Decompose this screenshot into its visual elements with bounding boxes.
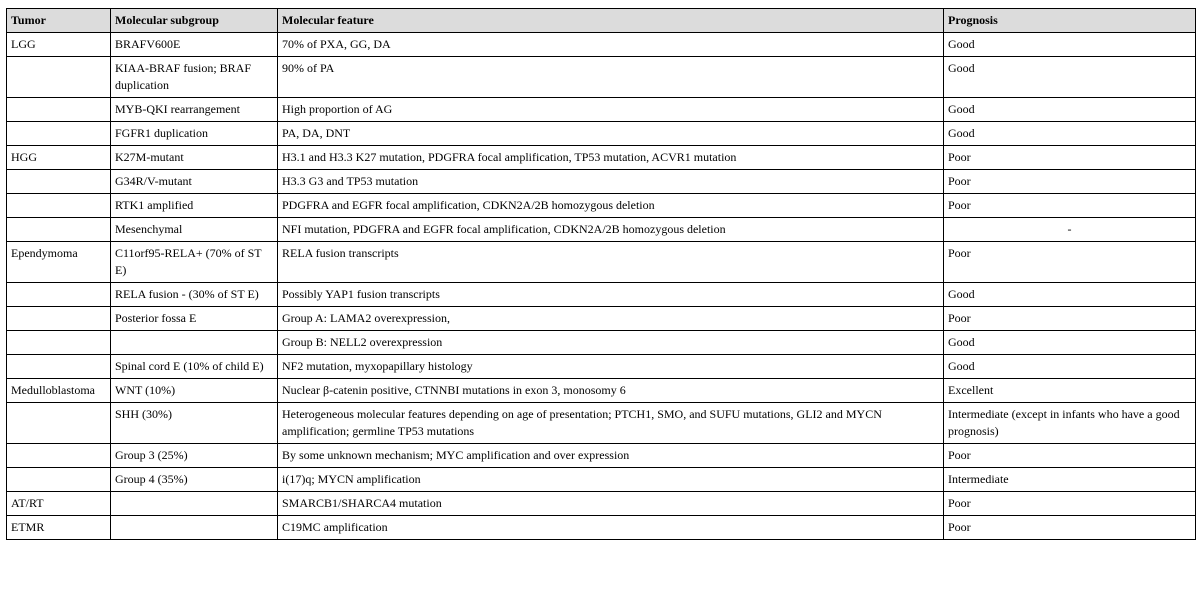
- cell-molecular-subgroup: Group 3 (25%): [111, 444, 278, 468]
- tumor-molecular-table: [6, 8, 1196, 540]
- cell-molecular-subgroup: K27M-mutant: [111, 146, 278, 170]
- cell-molecular-feature: PA, DA, DNT: [278, 122, 944, 146]
- table-row: [7, 516, 1196, 540]
- cell-tumor: AT/RT: [7, 492, 111, 516]
- table-row: [7, 33, 1196, 57]
- cell-molecular-feature: H3.1 and H3.3 K27 mutation, PDGFRA focal amplification, TP53 mutation, ACVR1 mutation: [278, 146, 944, 170]
- table-row: [7, 98, 1196, 122]
- table-row: [7, 57, 1196, 98]
- cell-tumor: [7, 170, 111, 194]
- cell-molecular-feature: i(17)q; MYCN amplification: [278, 468, 944, 492]
- cell-molecular-feature: Heterogeneous molecular features depending on age of presentation; PTCH1, SMO, and SUFU mutations, GLI2 and MYCN amplification; germline TP53 mutations: [278, 403, 944, 444]
- header-prognosis: Prognosis: [944, 9, 1196, 33]
- table-row: [7, 492, 1196, 516]
- cell-tumor: [7, 355, 111, 379]
- cell-tumor: [7, 218, 111, 242]
- cell-tumor: [7, 403, 111, 444]
- cell-prognosis: Poor: [944, 242, 1196, 283]
- cell-prognosis: Poor: [944, 516, 1196, 540]
- cell-prognosis: -: [944, 218, 1196, 242]
- cell-molecular-subgroup: FGFR1 duplication: [111, 122, 278, 146]
- cell-molecular-subgroup: Posterior fossa E: [111, 307, 278, 331]
- cell-prognosis: Intermediate: [944, 468, 1196, 492]
- cell-prognosis: Good: [944, 57, 1196, 98]
- cell-molecular-subgroup: WNT (10%): [111, 379, 278, 403]
- cell-molecular-subgroup: RELA fusion - (30% of ST E): [111, 283, 278, 307]
- cell-prognosis: Excellent: [944, 379, 1196, 403]
- table-row: [7, 283, 1196, 307]
- table-row: [7, 468, 1196, 492]
- cell-tumor: [7, 57, 111, 98]
- cell-tumor: HGG: [7, 146, 111, 170]
- cell-molecular-feature: Group A: LAMA2 overexpression,: [278, 307, 944, 331]
- cell-tumor: [7, 122, 111, 146]
- cell-prognosis: Intermediate (except in infants who have a good prognosis): [944, 403, 1196, 444]
- cell-prognosis: Good: [944, 33, 1196, 57]
- cell-tumor: [7, 98, 111, 122]
- cell-tumor: Ependymoma: [7, 242, 111, 283]
- cell-prognosis: Poor: [944, 492, 1196, 516]
- cell-molecular-feature: 90% of PA: [278, 57, 944, 98]
- table-row: [7, 331, 1196, 355]
- cell-molecular-subgroup: Spinal cord E (10% of child E): [111, 355, 278, 379]
- cell-prognosis: Poor: [944, 146, 1196, 170]
- cell-prognosis: Good: [944, 283, 1196, 307]
- cell-prognosis: Poor: [944, 307, 1196, 331]
- cell-molecular-feature: NFI mutation, PDGFRA and EGFR focal amplification, CDKN2A/2B homozygous deletion: [278, 218, 944, 242]
- cell-molecular-subgroup: MYB-QKI rearrangement: [111, 98, 278, 122]
- table-header: [7, 9, 1196, 33]
- cell-molecular-feature: C19MC amplification: [278, 516, 944, 540]
- table-row: [7, 170, 1196, 194]
- cell-molecular-feature: Group B: NELL2 overexpression: [278, 331, 944, 355]
- header-molecular-feature: Molecular feature: [278, 9, 944, 33]
- table-row: [7, 355, 1196, 379]
- cell-tumor: [7, 194, 111, 218]
- table-row: [7, 403, 1196, 444]
- cell-molecular-feature: H3.3 G3 and TP53 mutation: [278, 170, 944, 194]
- cell-molecular-feature: SMARCB1/SHARCA4 mutation: [278, 492, 944, 516]
- cell-prognosis: Good: [944, 122, 1196, 146]
- cell-molecular-subgroup: [111, 331, 278, 355]
- table-row: [7, 146, 1196, 170]
- cell-molecular-feature: 70% of PXA, GG, DA: [278, 33, 944, 57]
- cell-prognosis: Good: [944, 355, 1196, 379]
- table-row: [7, 242, 1196, 283]
- header-row: [7, 9, 1196, 33]
- cell-molecular-subgroup: RTK1 amplified: [111, 194, 278, 218]
- cell-tumor: [7, 307, 111, 331]
- table-row: [7, 194, 1196, 218]
- cell-molecular-subgroup: C11orf95-RELA+ (70% of ST E): [111, 242, 278, 283]
- cell-molecular-feature: PDGFRA and EGFR focal amplification, CDKN2A/2B homozygous deletion: [278, 194, 944, 218]
- cell-prognosis: Poor: [944, 444, 1196, 468]
- cell-molecular-feature: By some unknown mechanism; MYC amplification and over expression: [278, 444, 944, 468]
- cell-molecular-feature: RELA fusion transcripts: [278, 242, 944, 283]
- table-row: [7, 218, 1196, 242]
- cell-molecular-subgroup: G34R/V-mutant: [111, 170, 278, 194]
- cell-molecular-subgroup: SHH (30%): [111, 403, 278, 444]
- cell-prognosis: Poor: [944, 194, 1196, 218]
- table-row: [7, 444, 1196, 468]
- cell-prognosis: Poor: [944, 170, 1196, 194]
- cell-molecular-subgroup: [111, 492, 278, 516]
- cell-molecular-feature: Possibly YAP1 fusion transcripts: [278, 283, 944, 307]
- cell-prognosis: Good: [944, 98, 1196, 122]
- cell-tumor: [7, 444, 111, 468]
- cell-molecular-feature: NF2 mutation, myxopapillary histology: [278, 355, 944, 379]
- cell-molecular-subgroup: KIAA-BRAF fusion; BRAF duplication: [111, 57, 278, 98]
- cell-tumor: [7, 468, 111, 492]
- cell-tumor: [7, 331, 111, 355]
- cell-molecular-subgroup: BRAFV600E: [111, 33, 278, 57]
- cell-molecular-subgroup: Group 4 (35%): [111, 468, 278, 492]
- table-row: [7, 122, 1196, 146]
- table-row: [7, 379, 1196, 403]
- cell-molecular-feature: High proportion of AG: [278, 98, 944, 122]
- table-row: [7, 307, 1196, 331]
- cell-molecular-subgroup: Mesenchymal: [111, 218, 278, 242]
- header-molecular-subgroup: Molecular subgroup: [111, 9, 278, 33]
- cell-tumor: [7, 283, 111, 307]
- table-body: [7, 33, 1196, 540]
- cell-prognosis: Good: [944, 331, 1196, 355]
- cell-tumor: ETMR: [7, 516, 111, 540]
- cell-tumor: Medulloblastoma: [7, 379, 111, 403]
- header-tumor: Tumor: [7, 9, 111, 33]
- cell-tumor: LGG: [7, 33, 111, 57]
- cell-molecular-subgroup: [111, 516, 278, 540]
- cell-molecular-feature: Nuclear β-catenin positive, CTNNBI mutations in exon 3, monosomy 6: [278, 379, 944, 403]
